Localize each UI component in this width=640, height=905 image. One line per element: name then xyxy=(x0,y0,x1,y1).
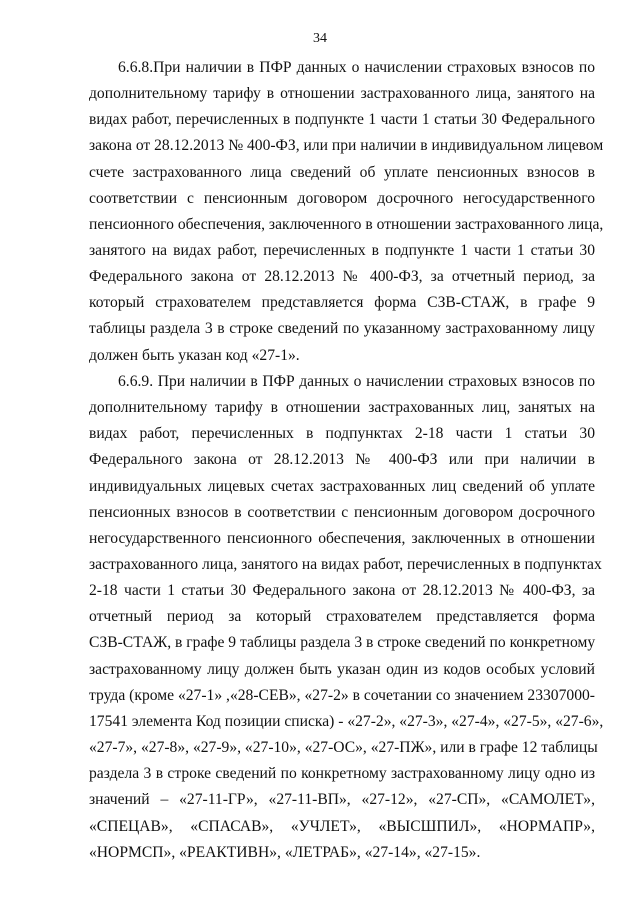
paragraph-line: труда (кроме «27-1» ,«28-СЕВ», «27-2» в сочетании со значением 23307000- xyxy=(89,687,595,704)
paragraph-line: индивидуальных лицевых счетах застрахованных лиц сведений об уплате xyxy=(89,478,595,495)
paragraph-line: соответствии с пенсионным договором досрочного негосударственного xyxy=(89,190,595,207)
paragraph-line: отчетный период за который страхователем представляется форма xyxy=(89,608,595,625)
paragraph-line: занятого на видах работ, перечисленных в подпункте 1 части 1 статьи 30 xyxy=(89,242,595,259)
paragraph-line: негосударственного пенсионного обеспечения, заключенных в отношении xyxy=(89,530,595,547)
paragraph-line: дополнительному тарифу в отношении застрахованного лица, занятого на xyxy=(89,85,595,102)
paragraph-line: СЗВ-СТАЖ, в графе 9 таблицы раздела 3 в строке сведений по конкретному xyxy=(89,634,596,651)
paragraph-line: который страхователем представляется форма СЗВ-СТАЖ, в графе 9 xyxy=(89,294,595,311)
paragraph-line: пенсионных взносов в соответствии с пенсионным договором досрочного xyxy=(89,504,595,521)
paragraph-line: закона от 28.12.2013 № 400-ФЗ, или при наличии в индивидуальном лицевом xyxy=(89,137,604,154)
paragraph-line: застрахованному лицу должен быть указан один из кодов особых условий xyxy=(89,661,595,678)
paragraph-line: 17541 элемента Код позиции списка) - «27-2», «27-3», «27-4», «27-5», «27-6», xyxy=(89,713,604,730)
paragraph-line: должен быть указан код «27-1». xyxy=(89,347,300,364)
paragraph-line: 6.6.8.При наличии в ПФР данных о начислении страховых взносов по xyxy=(118,59,595,76)
paragraph-line: видах работ, перечисленных в подпункте 1 части 1 статьи 30 Федерального xyxy=(89,111,595,128)
paragraph-line: застрахованного лица, занятого на видах работ, перечисленных в подпунктах xyxy=(89,556,602,573)
paragraph-line: 2-18 части 1 статьи 30 Федерального закона от 28.12.2013 № 400-ФЗ, за xyxy=(89,582,595,599)
paragraph-line: «СПЕЦАВ», «СПАСАВ», «УЧЛЕТ», «ВЫСШПИЛ», «НОРМАПР», xyxy=(89,818,595,835)
paragraph-line: Федерального закона от 28.12.2013 № 400-ФЗ или при наличии в xyxy=(89,451,595,468)
paragraph-line: значений – «27-11-ГР», «27-11-ВП», «27-12», «27-СП», «САМОЛЕТ», xyxy=(89,791,595,808)
paragraph-line: «27-7», «27-8», «27-9», «27-10», «27-ОС», «27-ПЖ», или в графе 12 таблицы xyxy=(89,739,598,756)
paragraph-line: 6.6.9. При наличии в ПФР данных о начислении страховых взносов по xyxy=(118,373,595,390)
paragraph-line: пенсионного обеспечения, заключенного в отношении застрахованного лица, xyxy=(89,216,604,233)
paragraph-line: таблицы раздела 3 в строке сведений по указанному застрахованному лицу xyxy=(89,320,595,337)
paragraph-line: видах работ, перечисленных в подпунктах 2-18 части 1 статьи 30 xyxy=(89,425,595,442)
paragraph-line: «НОРМСП», «РЕАКТИВН», «ЛЕТРАБ», «27-14», «27-15». xyxy=(89,844,481,861)
paragraph-line: раздела 3 в строке сведений по конкретному застрахованному лицу одно из xyxy=(89,765,595,782)
paragraph-line: Федерального закона от 28.12.2013 № 400-ФЗ, за отчетный период, за xyxy=(89,268,595,285)
paragraph-line: счете застрахованного лица сведений об уплате пенсионных взносов в xyxy=(89,164,595,181)
page-number: 34 xyxy=(313,31,327,46)
paragraph-line: дополнительному тарифу в отношении застрахованных лиц, занятых на xyxy=(89,399,595,416)
